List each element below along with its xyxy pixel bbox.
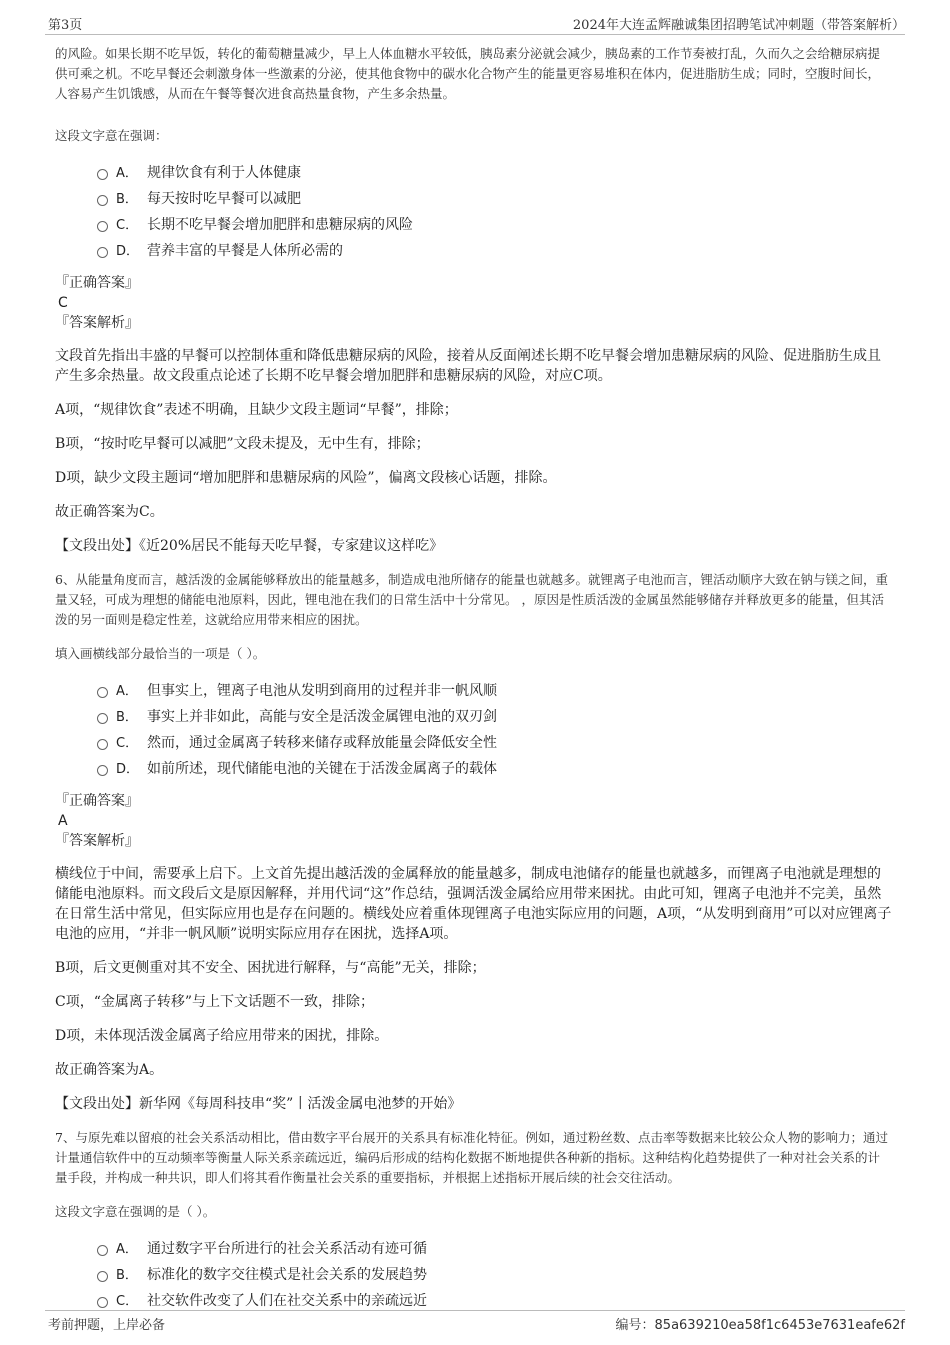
q6-analysis-conclusion: 故正确答案为A。 [55, 1062, 164, 1078]
q5-option-a[interactable]: A． 规律饮食有利于人体健康 [55, 160, 892, 186]
radio-icon[interactable] [97, 1271, 108, 1282]
q7-prompt: 这段文字意在强调的是（ ）。 [55, 1204, 216, 1219]
q6-options [55, 678, 892, 782]
q5-option-d[interactable]: D． 营养丰富的早餐是人体所必需的 [55, 238, 892, 264]
footer-slogan: 考前押题，上岸必备 [48, 1318, 166, 1333]
document-id [616, 1314, 905, 1333]
footer-divider [45, 1310, 905, 1311]
q5-prompt: 这段文字意在强调： [55, 128, 168, 143]
q6-analysis-d: D项，未体现活泼金属离子给应用带来的困扰，排除。 [55, 1028, 389, 1044]
q5-option-c[interactable]: C． 长期不吃早餐会增加肥胖和患糖尿病的风险 [55, 212, 892, 238]
q5-analysis-d: D项，缺少文段主题词“增加肥胖和患糖尿病的风险”，偏离文段核心话题，排除。 [55, 470, 557, 486]
q6-prompt: 填入画横线部分最恰当的一项是（ ）。 [55, 646, 266, 661]
q7-options [55, 1236, 892, 1314]
radio-icon[interactable] [97, 765, 108, 776]
q6-analysis-main: 横线位于中间，需要承上启下。上文首先提出越活泼的金属释放的能量越多，制成电池储存的能量也就越多，而锂离子电池就是理想的储能电池原料。而文段后文是原因解释，并用代词“这”作总结，强调活泼金属给应用带来困扰。由此可知，锂离子电池并不完美，虽然在日常生活中常见，但实际应用也是存在问题的。横线处应着重体现锂离子电池实际应用的问题，A项，“从发明到商用”可以对应锂离子电池的应用，“并非一帆风顺”说明实际应用存在困扰，选择A项。 [55, 866, 892, 942]
q5-analysis-b: B项，“按时吃早餐可以减肥”文段未提及，无中生有，排除； [55, 436, 430, 452]
radio-icon[interactable] [97, 687, 108, 698]
q5-analysis-conclusion: 故正确答案为C。 [55, 504, 164, 520]
q5-source: 【文段出处】《近20%居民不能每天吃早餐，专家建议这样吃》 [55, 538, 444, 554]
q6-option-c[interactable]: C． 然而，通过金属离子转移来储存或释放能量会降低安全性 [55, 730, 892, 756]
q5-option-b[interactable]: B． 每天按时吃早餐可以减肥 [55, 186, 892, 212]
document-id-label: 编号： [615, 1318, 655, 1333]
header-divider [45, 34, 905, 35]
q7-stem: 7、与原先难以留痕的社会关系活动相比，借由数字平台展开的关系具有标准化特征。例如，通过粉丝数、点击率等数据来比较公众人物的影响力；通过计量通信软件中的互动频率等衡量人际关系亲疏远近，编码后形成的结构化数据不断地提供各种新的指标。这种结构化趋势提供了一种对社会关系的计量手段，并构成一种共识，即人们将其看作衡量社会关系的重要指标，并根据上述指标开展后续的社会交往活动。 [55, 1130, 888, 1185]
q7-option-a[interactable]: A． 通过数字平台所进行的社会关系活动有迹可循 [55, 1236, 892, 1262]
page-content [55, 44, 892, 1314]
radio-icon[interactable] [97, 221, 108, 232]
q5-analysis-a: A项，“规律饮食”表述不明确，且缺少文段主题词“早餐”，排除； [55, 402, 458, 418]
q7-option-b[interactable]: B． 标准化的数字交往模式是社会关系的发展趋势 [55, 1262, 892, 1288]
q6-option-d[interactable]: D． 如前所述，现代储能电池的关键在于活泼金属离子的载体 [55, 756, 892, 782]
document-id-value: 85a639210ea58f1c6453e7631eafe62f [654, 1318, 905, 1333]
radio-icon[interactable] [97, 169, 108, 180]
page-header [48, 10, 905, 32]
q6-analysis-c: C项，“金属离子转移”与上下文话题不一致，排除； [55, 994, 375, 1010]
q5-options [55, 160, 892, 264]
q6-analysis-label: 『答案解析』 [55, 833, 139, 849]
radio-icon[interactable] [97, 1245, 108, 1256]
q6-source: 【文段出处】新华网《每周科技串“奖”丨活泼金属电池梦的开始》 [55, 1096, 462, 1112]
q5-analysis-main: 文段首先指出丰盛的早餐可以控制体重和降低患糖尿病的风险，接着从反面阐述长期不吃早餐会增加患糖尿病的风险、促进脂肪生成且产生多余热量。故文段重点论述了长期不吃早餐会增加肥胖和患糖尿病的风险，对应C项。 [55, 348, 881, 384]
q5-answer-label: 『正确答案』 [55, 275, 139, 291]
radio-icon[interactable] [97, 195, 108, 206]
q5-analysis-label: 『答案解析』 [55, 315, 139, 331]
q6-analysis-b: B项，后文更侧重对其不安全、困扰进行解释，与“高能”无关，排除； [55, 960, 486, 976]
radio-icon[interactable] [97, 247, 108, 258]
page-number: 第3页 [48, 18, 83, 33]
q7-option-c[interactable]: C． 社交软件改变了人们在社交关系中的亲疏远近 [55, 1288, 892, 1314]
q6-option-b[interactable]: B． 事实上并非如此，高能与安全是活泼金属锂电池的双刃剑 [55, 704, 892, 730]
document-title: 2024年大连孟辉融诚集团招聘笔试冲刺题（带答案解析） [572, 18, 905, 33]
q5-passage-tail: 的风险。如果长期不吃早饭，转化的葡萄糖量减少，早上人体血糖水平较低，胰岛素分泌就会减少，胰岛素的工作节奏被打乱，久而久之会给糖尿病提供可乘之机。不吃早餐还会刺激身体一些激素的分泌，使其他食物中的碳水化合物产生的能量更容易堆积在体内，促进脂肪生成；同时，空腹时间长，人容易产生饥饿感，从而在午餐等餐次进食高热量食物，产生多余热量。 [55, 46, 881, 101]
q6-answer: A [58, 813, 68, 829]
q5-answer: C [58, 295, 68, 311]
q6-option-a[interactable]: A． 但事实上，锂离子电池从发明到商用的过程并非一帆风顺 [55, 678, 892, 704]
radio-icon[interactable] [97, 1297, 108, 1308]
q6-answer-label: 『正确答案』 [55, 793, 139, 809]
radio-icon[interactable] [97, 739, 108, 750]
radio-icon[interactable] [97, 713, 108, 724]
q6-stem: 6、从能量角度而言，越活泼的金属能够释放出的能量越多，制造成电池所储存的能量也就越多。就锂离子电池而言，锂活动顺序大致在钠与镁之间，重量又轻，可成为理想的储能电池原料，因此，锂电池在我们的日常生活中十分常见。 ，原因是性质活泼的金属虽然能够储存并释放更多的能量，但其活泼的另一面则是稳定性差，这就给应用带来相应的困扰。 [55, 572, 888, 627]
